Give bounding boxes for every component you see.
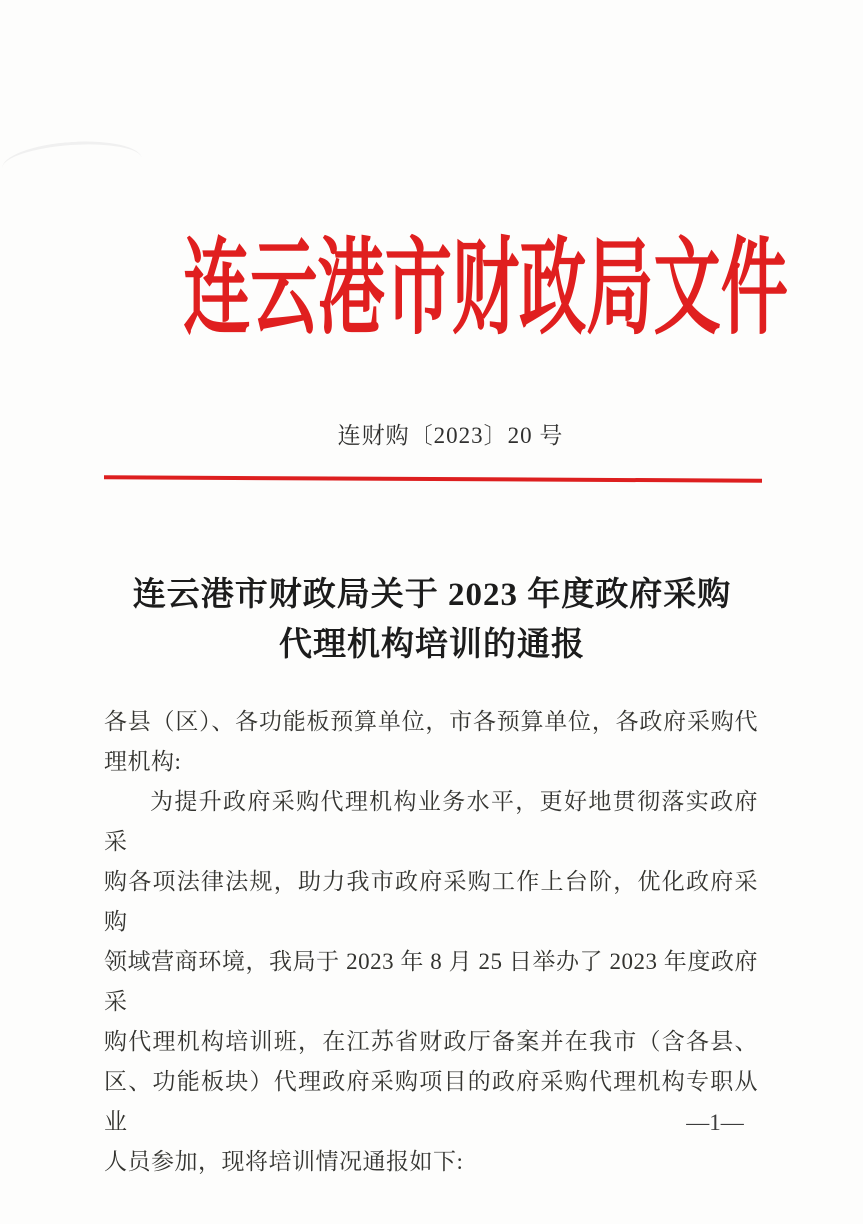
body-line: 区、功能板块）代理政府采购项目的政府采购代理机构专职从业 bbox=[104, 1069, 758, 1134]
scan-artifact bbox=[1, 137, 144, 190]
agency-banner bbox=[0, 230, 863, 347]
doc-title bbox=[12, 570, 852, 670]
body-paragraphs bbox=[104, 702, 758, 1182]
doc-title-line-2: 代理机构培训的通报 bbox=[279, 627, 585, 663]
page-number: —1— bbox=[686, 1110, 744, 1135]
agency-title: 连云港市财政局文件 bbox=[183, 230, 788, 347]
doc-title-line-1: 连云港市财政局关于 2023 年度政府采购 bbox=[132, 577, 732, 613]
body-line: 购各项法律法规，助力我市政府采购工作上台阶，优化政府采购 bbox=[104, 869, 758, 934]
body-line: 购代理机构培训班，在江苏省财政厅备案并在我市（含各县、 bbox=[104, 1029, 758, 1054]
body-line: 人员参加，现将培训情况通报如下: bbox=[104, 1149, 464, 1174]
red-separator-line bbox=[104, 475, 762, 482]
doc-number: 连财购〔2023〕20 号 bbox=[337, 423, 564, 448]
body-line: 各县（区）、各功能板预算单位，市各预算单位，各政府采购代 bbox=[104, 709, 758, 734]
body-line: 为提升政府采购代理机构业务水平，更好地贯彻落实政府采 bbox=[104, 789, 758, 854]
body-line: 领域营商环境，我局于 2023 年 8 月 25 日举办了 2023 年度政府采 bbox=[104, 949, 758, 1014]
body-line: 理机构: bbox=[104, 749, 182, 774]
